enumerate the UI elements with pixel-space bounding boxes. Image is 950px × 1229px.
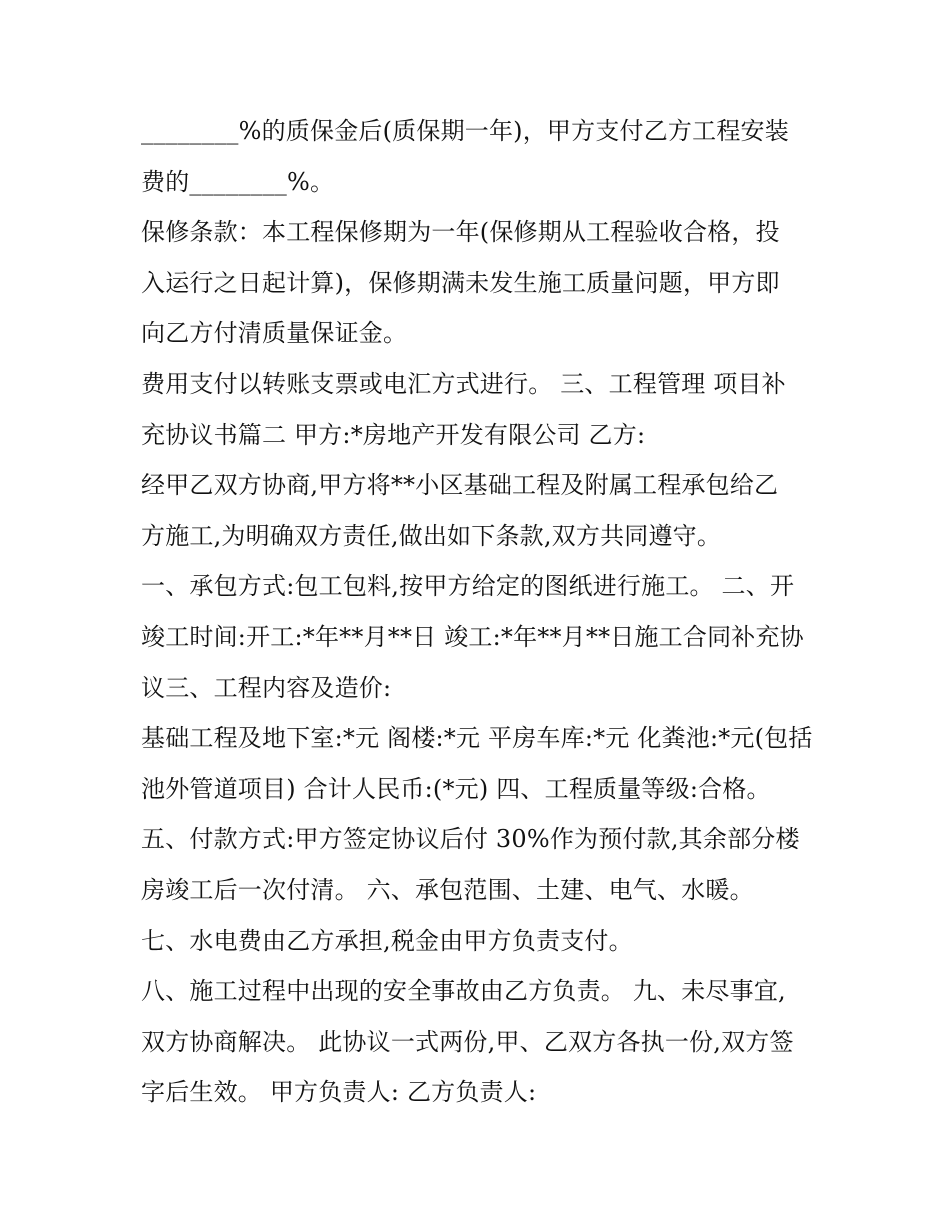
text-line: 字后生效。 甲方负责人: 乙方负责人:: [141, 1078, 537, 1107]
text-line: 向乙方付清质量保证金。: [141, 319, 408, 348]
text-line: 一、承包方式:包工包料,按甲方给定的图纸进行施工。 二、开: [141, 572, 795, 601]
text-line: ________%的质保金后(质保期一年)，甲方支付乙方工程安装: [141, 117, 789, 145]
text-line: 方施工,为明确双方责任,做出如下条款,双方共同遵守。: [141, 521, 722, 550]
text-line: 经甲乙双方协商,甲方将**小区基础工程及附属工程承包给乙: [141, 471, 779, 500]
document-text-body: [141, 106, 821, 1118]
text-line: 八、施工过程中出现的安全事故由乙方负责。 九、未尽事宜,: [141, 977, 786, 1006]
text-line: 五、付款方式:甲方签定协议后付 30%作为预付款,其余部分楼: [141, 825, 800, 854]
text-line: 费的________%。: [141, 167, 335, 196]
text-line: 房竣工后一次付清。 六、承包范围、土建、电气、水暖。: [141, 875, 754, 904]
text-line: 费用支付以转账支票或电汇方式进行。 三、工程管理 项目补: [141, 369, 786, 398]
text-line: 充协议书篇二 甲方:*房地产开发有限公司 乙方:: [141, 420, 646, 449]
text-line: 池外管道项目) 合计人民币:(*元) 四、工程质量等级:合格。: [141, 774, 771, 803]
text-line: 入运行之日起计算)，保修期满未发生施工质量问题，甲方即: [141, 268, 780, 297]
text-line: 议三、工程内容及造价:: [141, 673, 392, 702]
text-line: 基础工程及地下室:*元 阁楼:*元 平房车库:*元 化粪池:*元(包括: [141, 724, 813, 753]
text-line: 竣工时间:开工:*年**月**日 竣工:*年**月**日施工合同补充协: [141, 622, 804, 651]
text-line: 七、水电费由乙方承担,税金由甲方负责支付。: [141, 926, 633, 955]
text-line: 双方协商解决。 此协议一式两份,甲、乙双方各执一份,双方签: [141, 1027, 794, 1056]
text-line: 保修条款：本工程保修期为一年(保修期从工程验收合格，投: [141, 218, 780, 247]
